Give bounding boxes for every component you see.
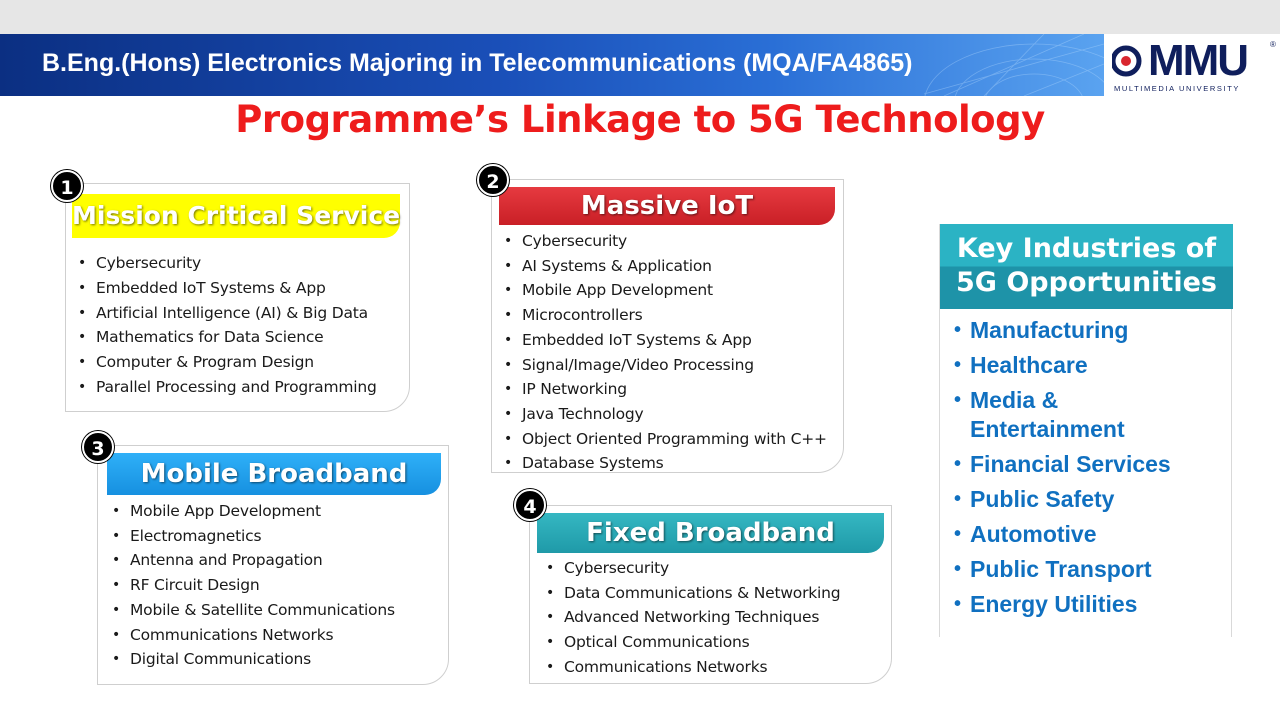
number-badge-1: 1 <box>51 170 83 202</box>
list-item: • Mobile App Development <box>502 278 827 303</box>
card-fixed-broadband <box>529 505 892 684</box>
number-badge-4: 4 <box>514 489 546 521</box>
number-badge-2: 2 <box>477 164 509 196</box>
card-list-mobile-broadband <box>110 499 395 672</box>
key-industries-title-line1: Key Industries of <box>956 233 1217 264</box>
list-item: • Computer & Program Design <box>76 350 377 375</box>
card-title-fixed-broadband: Fixed Broadband <box>537 513 884 553</box>
industry-item: • Media & Entertainment <box>954 386 1154 444</box>
card-title-mission-critical: Mission Critical Service <box>72 194 400 238</box>
number-badge-3: 3 <box>82 431 114 463</box>
list-item: • Java Technology <box>502 402 827 427</box>
list-item: • Embedded IoT Systems & App <box>502 328 827 353</box>
card-mission-critical <box>65 183 410 412</box>
key-industries-title <box>940 224 1233 309</box>
list-item: • RF Circuit Design <box>110 573 395 598</box>
list-item: • Artificial Intelligence (AI) & Big Data <box>76 301 377 326</box>
card-title-massive-iot: Massive IoT <box>499 187 835 225</box>
list-item: • Communications Networks <box>110 623 395 648</box>
list-item: • IP Networking <box>502 377 827 402</box>
list-item: • Electromagnetics <box>110 524 395 549</box>
key-industries-panel <box>939 224 1232 637</box>
header-banner <box>0 34 1104 96</box>
list-item: • Cybersecurity <box>76 251 377 276</box>
list-item: • Cybersecurity <box>502 229 827 254</box>
card-list-fixed-broadband <box>544 556 840 680</box>
key-industries-title-line2: 5G Opportunities <box>956 267 1217 298</box>
list-item: • Optical Communications <box>544 630 840 655</box>
logo-registered-mark: ® <box>1270 40 1276 49</box>
card-mobile-broadband <box>97 445 449 685</box>
list-item: • Object Oriented Programming with C++ <box>502 427 827 452</box>
card-list-massive-iot <box>502 229 827 476</box>
logo-wordmark: MMU <box>1148 36 1248 85</box>
industry-item: • Manufacturing <box>954 316 1171 345</box>
list-item: • Advanced Networking Techniques <box>544 605 840 630</box>
list-item: • Antenna and Propagation <box>110 548 395 573</box>
top-strip <box>0 0 1280 34</box>
list-item: • Data Communications & Networking <box>544 581 840 606</box>
list-item: • Mathematics for Data Science <box>76 325 377 350</box>
mmu-logo <box>1104 34 1280 96</box>
mmu-emblem-icon <box>1112 42 1148 80</box>
list-item: • Communications Networks <box>544 655 840 680</box>
industry-item: • Public Transport <box>954 555 1171 584</box>
programme-title: B.Eng.(Hons) Electronics Majoring in Telecommunications (MQA/FA4865) <box>42 49 913 77</box>
list-item: • Microcontrollers <box>502 303 827 328</box>
list-item: • Embedded IoT Systems & App <box>76 276 377 301</box>
industry-item: • Public Safety <box>954 485 1171 514</box>
list-item: • Cybersecurity <box>544 556 840 581</box>
key-industries-list <box>954 316 1171 625</box>
list-item: • Parallel Processing and Programming <box>76 375 377 400</box>
list-item: • Digital Communications <box>110 647 395 672</box>
card-list-mission-critical <box>76 251 377 400</box>
industry-item: • Healthcare <box>954 351 1171 380</box>
industry-item: • Energy Utilities <box>954 590 1171 619</box>
industry-item: • Financial Services <box>954 450 1171 479</box>
list-item: • AI Systems & Application <box>502 254 827 279</box>
list-item: • Signal/Image/Video Processing <box>502 353 827 378</box>
card-title-mobile-broadband: Mobile Broadband <box>107 453 441 495</box>
logo-subtitle: MULTIMEDIA UNIVERSITY <box>1114 84 1240 93</box>
card-massive-iot <box>491 179 844 473</box>
slide-title: Programme’s Linkage to 5G Technology <box>235 98 1045 141</box>
list-item: • Mobile App Development <box>110 499 395 524</box>
list-item: • Database Systems <box>502 451 827 476</box>
list-item: • Mobile & Satellite Communications <box>110 598 395 623</box>
industry-item: • Automotive <box>954 520 1171 549</box>
